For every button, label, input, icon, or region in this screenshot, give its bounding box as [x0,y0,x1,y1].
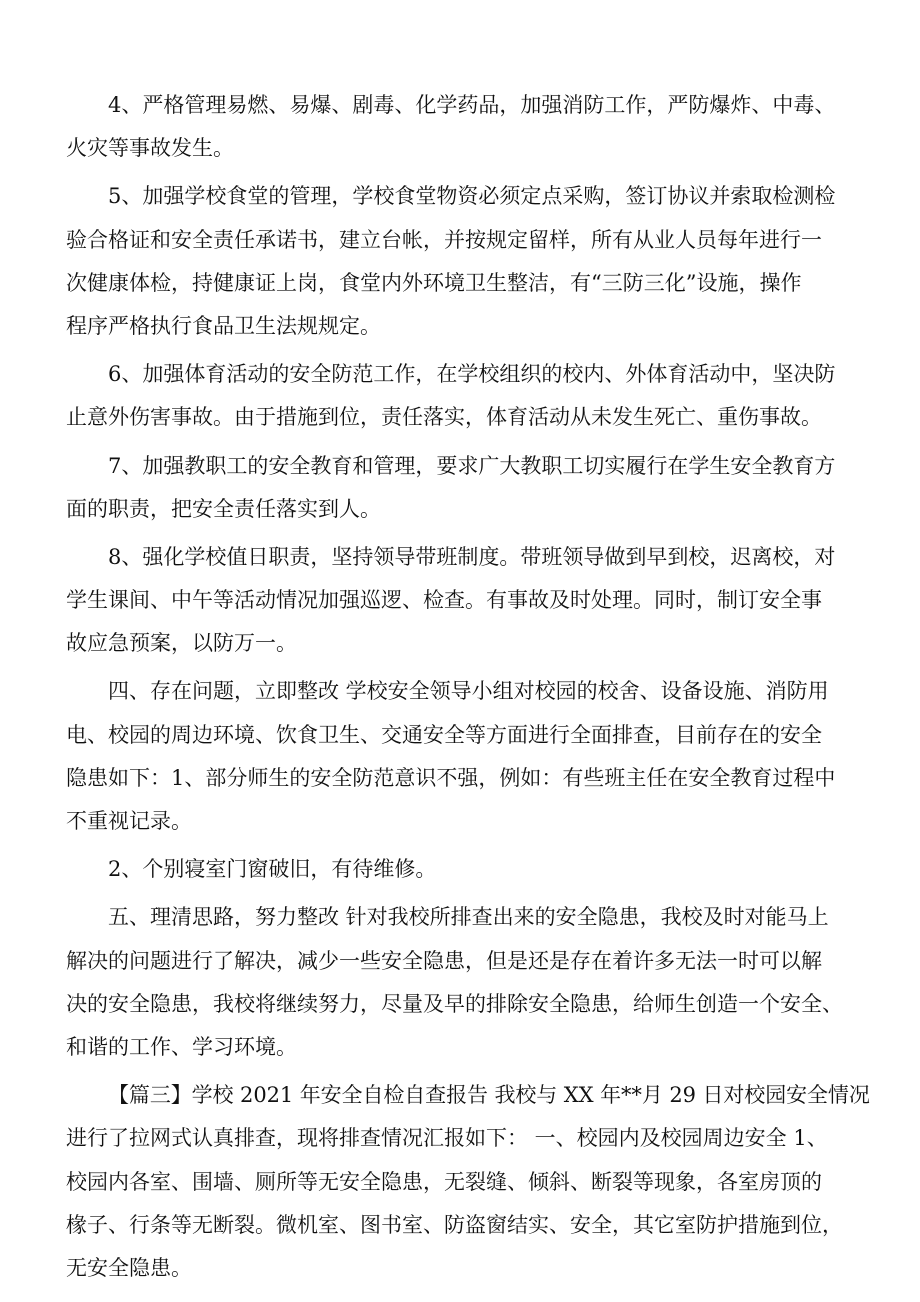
text-line: 故应急预案，以防万一。 [66,631,297,656]
text-line: 4、严格管理易燃、易爆、剧毒、化学药品，加强消防工作，严防爆炸、中毒、 [108,93,836,117]
text-line: 电、校园的周边环境、饮食卫生、交通安全等方面进行全面排查，目前存在的安全 [66,722,822,747]
paragraph-issue-2 [0,848,920,891]
text-line: 和谐的工作、学习环境。 [66,1034,297,1059]
text-line: 次健康体检，持健康证上岗，食堂内外环境卫生整洁，有“三防三化”设施，操作 [66,270,802,295]
text-line: 学生课间、中午等活动情况加强巡逻、检查。有事故及时处理。同时，制订安全事 [66,588,822,613]
text-line: 面的职责，把安全责任落实到人。 [66,496,381,521]
text-line: 进行了拉网式认真排查，现将排查情况汇报如下： 一、校园内及校园周边安全 1、 [66,1126,828,1151]
paragraph-part-3 [0,1074,920,1290]
text-line: 程序严格执行食品卫生法规规定。 [66,313,381,338]
text-line: 椽子、行条等无断裂。微机室、图书室、防盗窗结实、安全，其它室防护措施到位， [66,1212,843,1237]
text-line: 6、加强体育活动的安全防范工作，在学校组织的校内、外体育活动中，坚决防 [108,362,836,387]
text-line: 止意外伤害事故。由于措施到位，责任落实，体育活动从未发生死亡、重伤事故。 [66,405,822,430]
text-line: 火灾等事故发生。 [66,136,234,161]
text-line: 决的安全隐患，我校将继续努力，尽量及早的排除安全隐患，给师生创造一个安全、 [66,991,843,1016]
text-line: 不重视记录。 [66,809,192,833]
text-line: 8、强化学校值日职责，坚持领导带班制度。带班领导做到早到校，迟离校，对 [108,544,836,569]
paragraph-item-8 [0,536,920,666]
text-line: 五、理清思路，努力整改 针对我校所排查出来的安全隐患，我校及时对能马上 [108,905,829,930]
text-line: 无安全隐患。 [66,1255,192,1280]
text-line: 验合格证和安全责任承诺书，建立台帐，并按规定留样，所有从业人员每年进行一 [66,227,822,252]
text-line: 2、个别寝室门窗破旧，有待维修。 [108,857,437,882]
text-line: 7、加强教职工的安全教育和管理，要求广大教职工切实履行在学生安全教育方 [108,453,836,478]
text-line: 5、加强学校食堂的管理，学校食堂物资必须定点采购，签订协议并索取检测检 [108,184,836,209]
paragraph-section-4 [0,670,920,843]
paragraph-item-7 [0,445,920,531]
text-line: 解决的问题进行了解决，减少一些安全隐患，但是还是存在着许多无法一时可以解 [66,948,822,973]
text-line: 四、存在问题，立即整改 学校安全领导小组对校园的校舍、设备设施、消防用 [108,679,829,704]
paragraph-item-4 [0,84,920,170]
body-text [0,84,920,1295]
text-line: 隐患如下：1、部分师生的安全防范意识不强，例如：有些班主任在安全教育过程中 [66,765,836,790]
paragraph-section-5 [0,896,920,1069]
text-line: 校园内各室、围墙、厕所等无安全隐患，无裂缝、倾斜、断裂等现象，各室房顶的 [66,1169,822,1194]
paragraph-item-6 [0,353,920,439]
paragraph-item-5 [0,175,920,348]
text-line: 【篇三】学校 2021 年安全自检自查报告 我校与 XX 年**月 29 日对校园安全情况 [108,1083,870,1108]
